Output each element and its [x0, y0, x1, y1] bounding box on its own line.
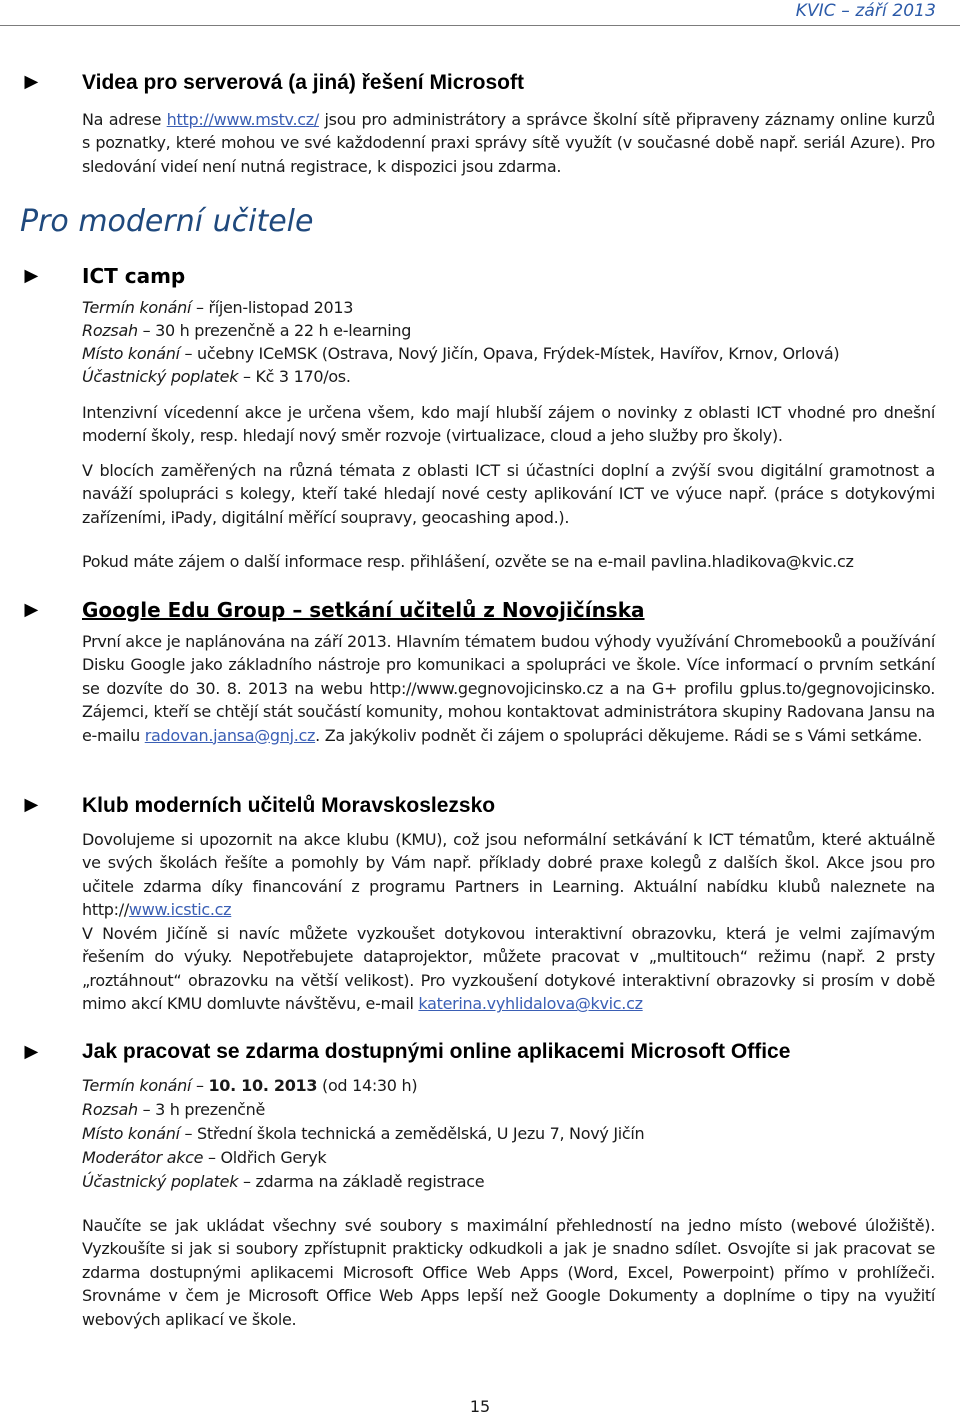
heading-google-edu: Google Edu Group – setkání učitelů z Novojičínska	[82, 598, 645, 622]
bullet-icon: ►	[20, 791, 43, 817]
heading-office-web-apps: Jak pracovat se zdarma dostupnými online aplikacemi Microsoft Office	[82, 1040, 791, 1063]
bullet-icon: ►	[20, 1038, 43, 1064]
office-termin-row: Termín konání – 10. 10. 2013 (od 14:30 h)	[82, 1076, 418, 1095]
section-title: Pro moderní učitele	[20, 204, 314, 239]
ict-rozsah-row: Rozsah – 30 h prezenčně a 22 h e-learning	[82, 321, 412, 340]
ict-misto-row: Místo konání – učebny ICeMSK (Ostrava, Nový Jičín, Opava, Frýdek-Místek, Havířov, Krnov, Orlová)	[82, 344, 840, 363]
office-poplatek-row: Účastnický poplatek – zdarma na základě registrace	[82, 1172, 485, 1191]
ict-paragraph-2: V blocích zaměřených na různá témata z oblasti ICT si účastníci doplní a zvýší svou digitální gramotnost a naváží spolupráci s kolegy, kteří také hledají nové cesty aplikování ICT ve výuce např. (práce s dotykovými zařízeními, iPady, digitální měřící soupravy, geocashing apod.).	[82, 461, 935, 527]
header-rule	[0, 25, 960, 26]
klub-paragraph-2: V Novém Jičíně si navíc můžete vyzkoušet dotykovou interaktivní obrazovku, která je velmi zajímavým řešením do výuky. Nepotřebujete dataprojektor, můžete pracovat v „multitouch“ režimu (např. 2 prsty „roztáhnout“ obrazovku na větší velikost). Pro vyzkoušení dotykové interaktivní obrazovky si prosím v době mimo akcí KMU domluvte návštěvu, e-mail katerina.vyhlidalova@kvic.cz	[82, 924, 935, 1014]
heading-klub: Klub moderních učitelů Moravskoslezsko	[82, 794, 496, 817]
vyhlidalova-email-link[interactable]: katerina.vyhlidalova@kvic.cz	[418, 994, 643, 1014]
ict-paragraph-3: Pokud máte zájem o další informace resp. přihlášení, ozvěte se na e-mail pavlina.hladikova@kvic.cz	[82, 552, 854, 571]
klub-paragraph-1: Dovolujeme si upozornit na akce klubu (KMU), což jsou neformální setkávání k ICT tématům, které aktuálně ve svých školách řešíte a pomohly by Vám např. příklady dobré praxe kolegů z dalších škol. Akce jsou pro učitele zdarma díky financování z programu Partners in Learning. Aktuální nabídku klubů naleznete na http://www.icstic.cz	[82, 830, 935, 920]
running-header: KVIC – září 2013	[795, 1, 936, 21]
office-moderator-row: Moderátor akce – Oldřich Geryk	[82, 1148, 327, 1167]
bullet-icon: ►	[20, 262, 43, 288]
office-paragraph: Naučíte se jak ukládat všechny své soubory s maximální přehledností na jedno místo (webové úložiště). Vyzkoušíte si jak si soubory zpřístupnit prakticky odkudkoli a jak je snadno sdílet. Osvojíte si jak pracovat se zdarma dostupnými aplikacemi Microsoft Office Web Apps (Word, Excel, Powerpoint) přímo v prohlížeči. Srovnáme v čem je Microsoft Office Web Apps lepší než Google Dokumenty a doplníme o tipy na využití webových aplikací ve škole.	[82, 1216, 935, 1329]
bullet-icon: ►	[20, 68, 43, 94]
mstv-link[interactable]: http://www.mstv.cz/	[166, 110, 319, 129]
icstic-link[interactable]: www.icstic.cz	[128, 900, 232, 920]
office-rozsah-row: Rozsah – 3 h prezenčně	[82, 1100, 266, 1119]
paragraph-google-edu: První akce je naplánována na září 2013. Hlavním tématem budou výhody využívání Chromebooků a používání Disku Google jako základního nástroje pro komunikaci a spolupráci ve škole. Více informací o prvním setkání se dozvíte do 30. 8. 2013 na webu http://www.gegnovojicinsko.cz a na G+ profilu gplus.to/gegnovojicinsko. Zájemci, kteří se chtějí stát součástí komunity, mohou kontaktovat administrátora skupiny Radovana Jansu na e-mailu radovan.jansa@gnj.cz. Za jakýkoliv podnět či zájem o spolupráci děkujeme. Rádi se s Vámi setkáme.	[82, 632, 935, 745]
ict-termin-row: Termín konání – říjen-listopad 2013	[82, 298, 354, 317]
paragraph-videa: Na adrese http://www.mstv.cz/ jsou pro administrátory a správce školní sítě připraveny záznamy online kurzů s poznatky, které mohou ve své každodenní praxi správy sítě využít (v současné době např. seriál Azure). Pro sledování videí není nutná registrace, k dispozici jsou zdarma.	[82, 110, 935, 176]
page-number: 15	[469, 1397, 491, 1416]
heading-ict-camp: ICT camp	[82, 264, 186, 288]
bullet-icon: ►	[20, 596, 43, 622]
ict-poplatek-row: Účastnický poplatek – Kč 3 170/os.	[82, 367, 351, 386]
heading-videa: Videa pro serverová (a jiná) řešení Microsoft	[82, 71, 524, 94]
ict-paragraph-1: Intenzivní vícedenní akce je určena všem, kdo mají hlubší zájem o novinky z oblasti ICT vhodné pro dnešní moderní školy, resp. hledají nový směr rozvoje (virtualizace, cloud a jeho služby pro školy).	[82, 403, 935, 446]
office-misto-row: Místo konání – Střední škola technická a zemědělská, U Jezu 7, Nový Jičín	[82, 1124, 645, 1143]
jansa-email-link[interactable]: radovan.jansa@gnj.cz	[144, 725, 316, 745]
